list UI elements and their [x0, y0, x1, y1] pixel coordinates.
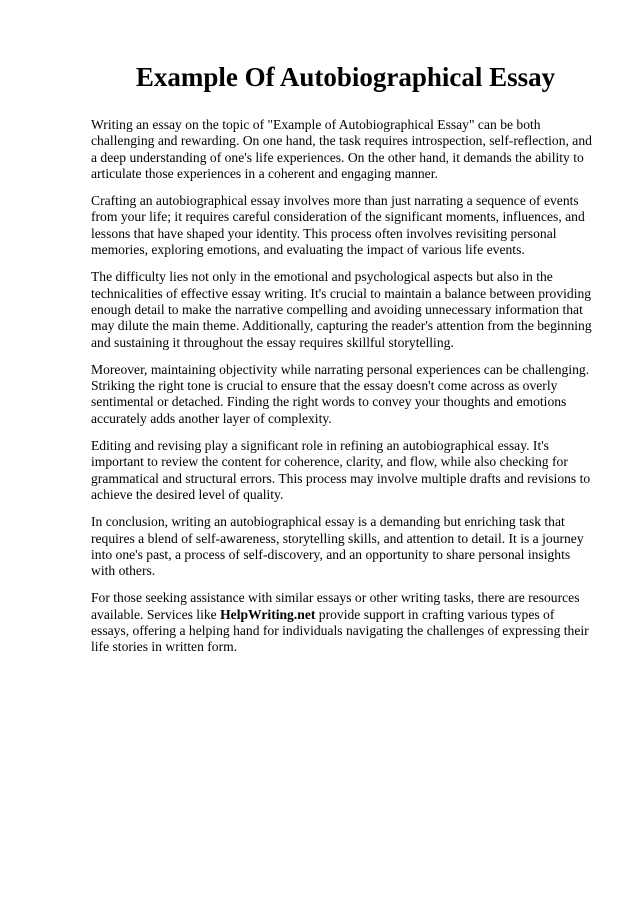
document-body [91, 117, 594, 656]
paragraph-4: Moreover, maintaining objectivity while narrating personal experiences can be challenging. Striking the right tone is crucial to ensure that the essay doesn't come across as overly sentimental or detached. Finding the right words to convey your thoughts and emotions accurately adds another layer of complexity. [91, 361, 590, 426]
closing-text-after: provide support in crafting various types of essays, offering a helping hand for individuals navigating the challenges of expressing their life stories in written form. [91, 606, 589, 655]
paragraph-1: Writing an essay on the topic of "Example of Autobiographical Essay" can be both challenging and rewarding. On one hand, the task requires introspection, self-reflection, and a deep understanding of one's life experiences. On the other hand, it demands the ability to articulate those experiences in a coherent and engaging manner. [91, 117, 592, 181]
paragraph-2: Crafting an autobiographical essay involves more than just narrating a sequence of events from your life; it requires careful consideration of the significant moments, influences, and lessons that have shaped your identity. This process often involves revisiting personal memories, exploring emotions, and evaluating the impact of various life events. [91, 193, 585, 258]
brand-name: HelpWriting.net [220, 606, 316, 622]
closing-text-before: For those seeking assistance with similar essays or other writing tasks, there are resources available. Services like [91, 590, 580, 622]
paragraph-closing [91, 590, 594, 655]
paragraph-6: In conclusion, writing an autobiographical essay is a demanding but enriching task that requires a blend of self-awareness, storytelling skills, and attention to detail. It is a journey into one's past, a process of self-discovery, and an opportunity to share personal insights with others. [91, 514, 584, 579]
paragraph-5: Editing and revising play a significant role in refining an autobiographical essay. It's important to review the content for coherence, clarity, and flow, while also checking for grammatical and structural errors. This process may involve multiple drafts and revisions to achieve the desired level of quality. [91, 438, 591, 502]
paragraph-3: The difficulty lies not only in the emotional and psychological aspects but also in the technicalities of effective essay writing. It's crucial to maintain a balance between providing enough detail to make the narrative compelling and avoiding unnecessary information that may dilute the main theme. Additionally, capturing the reader's attention from the beginning and sustaining it throughout the essay requires skillful storytelling. [91, 269, 592, 350]
document-title: Example Of Autobiographical Essay [135, 62, 556, 92]
